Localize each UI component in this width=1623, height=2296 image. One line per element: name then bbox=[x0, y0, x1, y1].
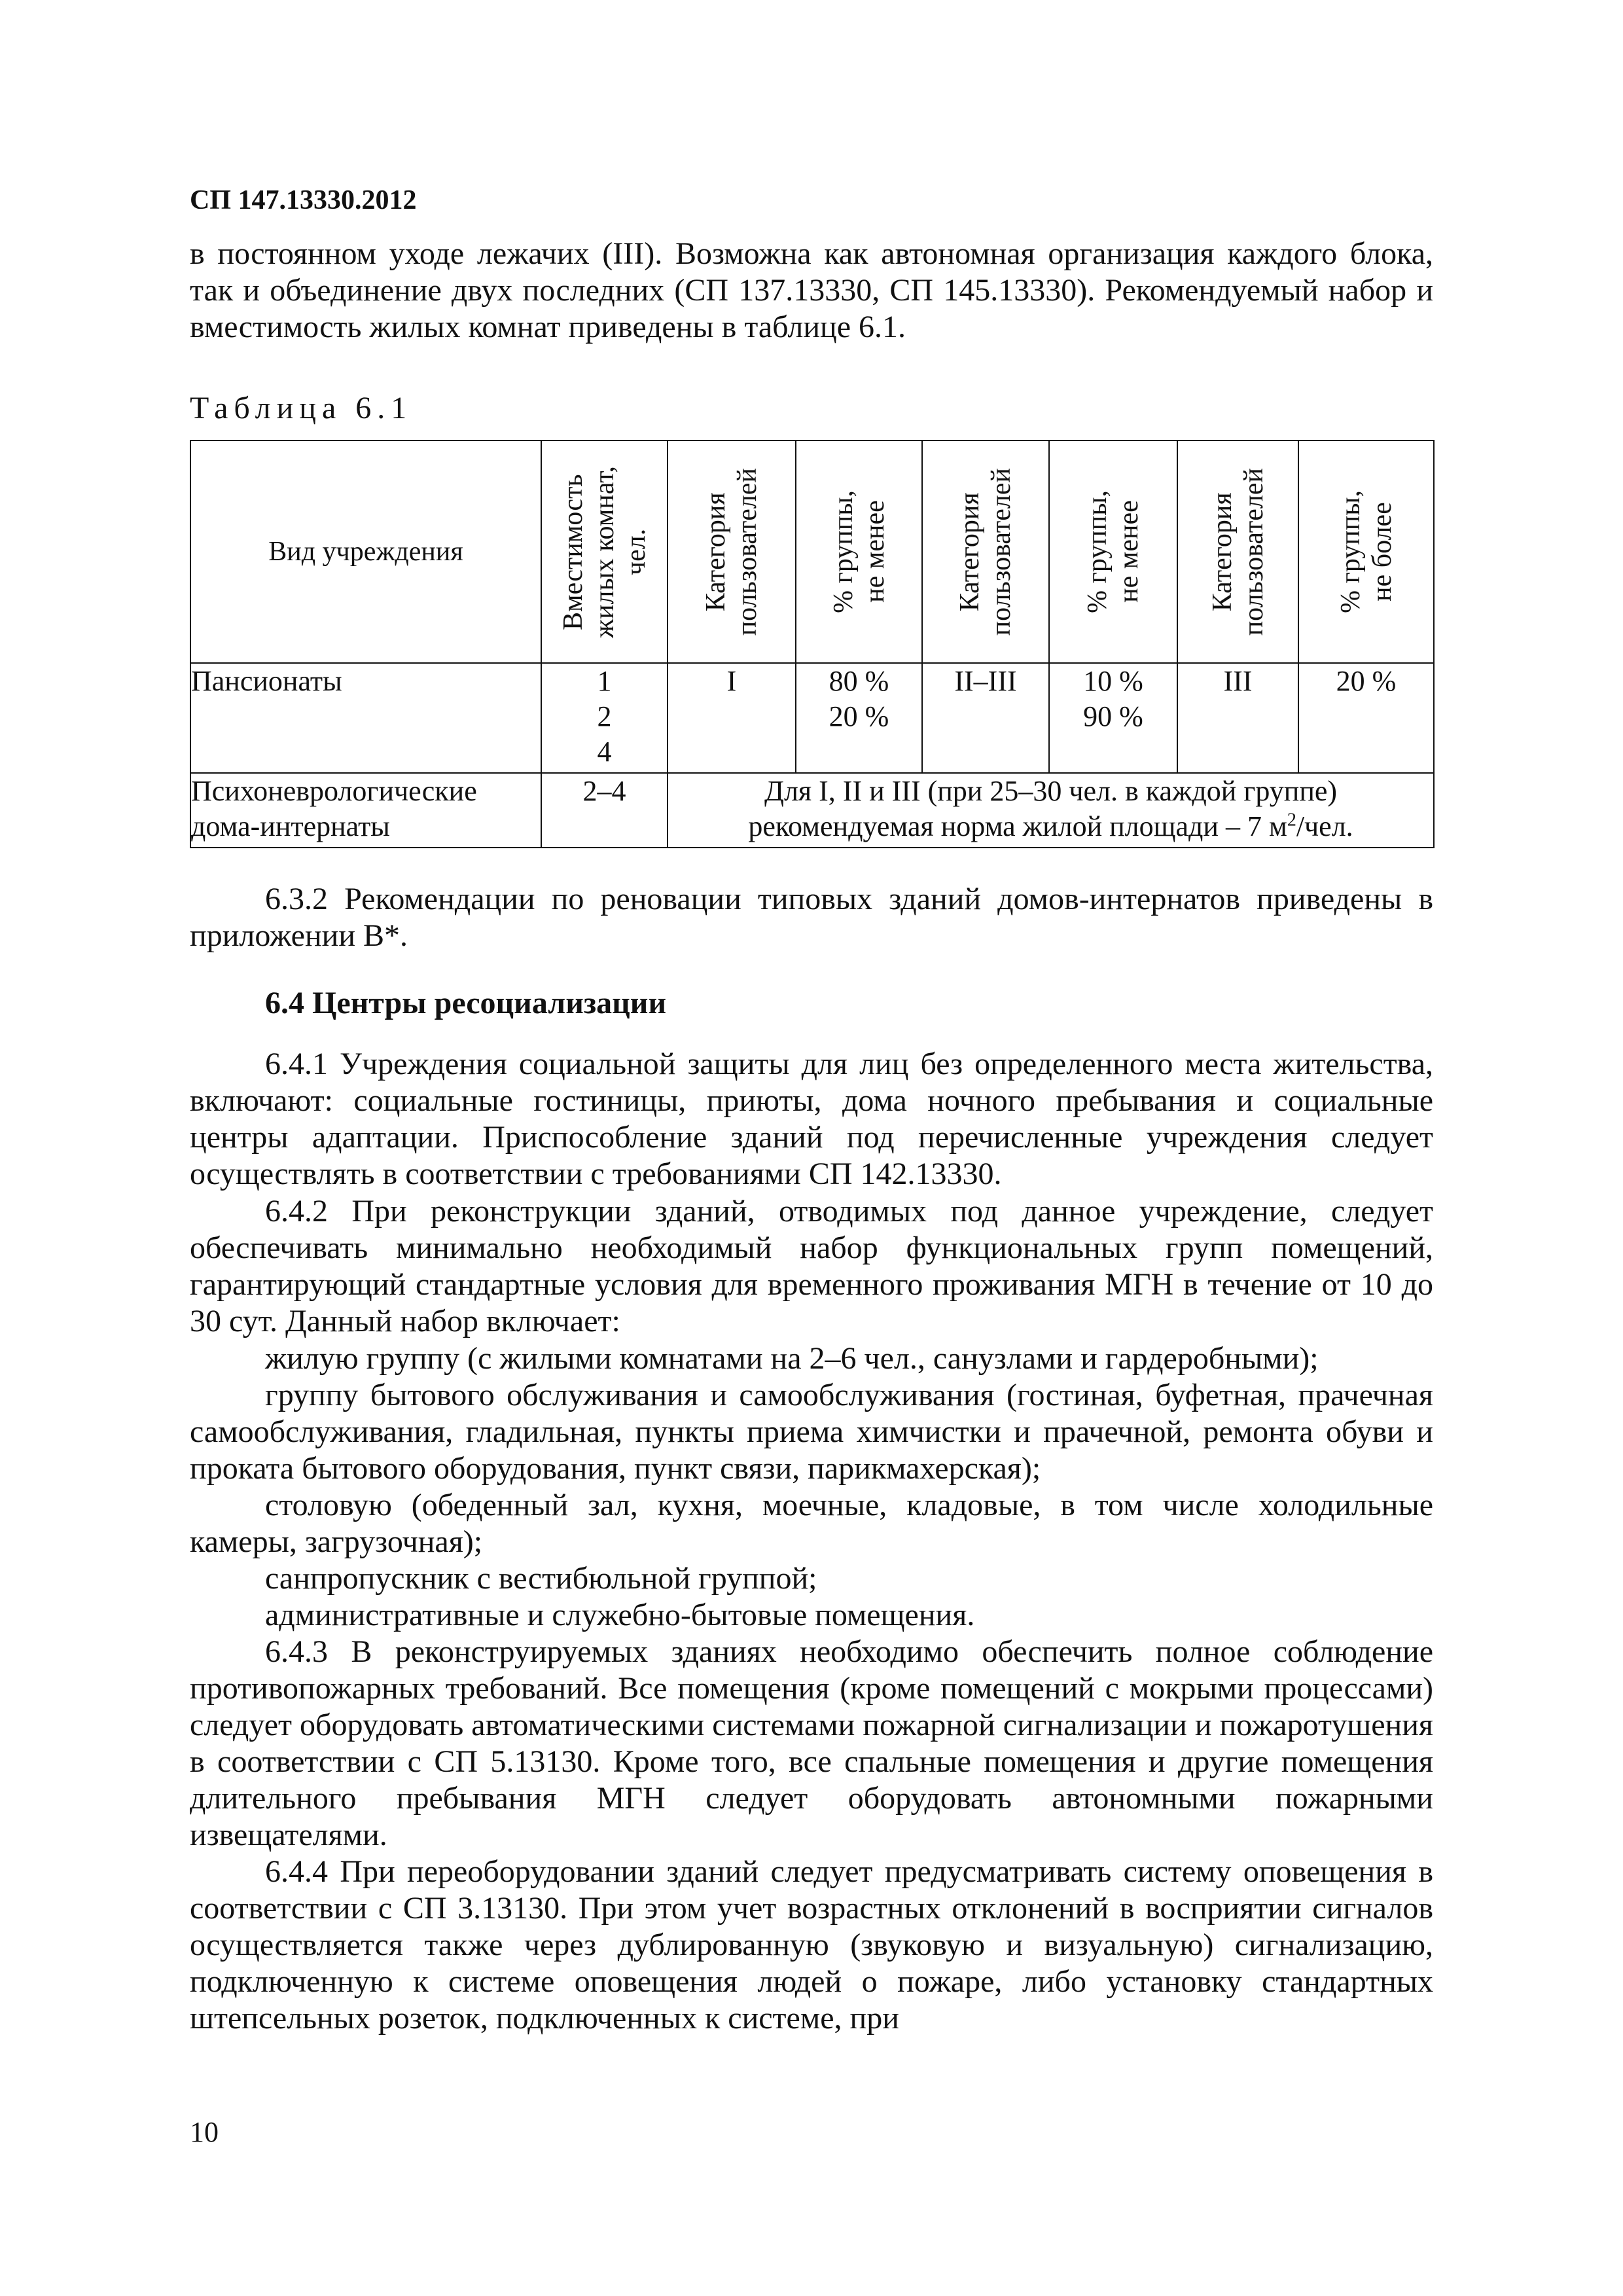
list-item: санпропускник с вестибюльной группой; bbox=[265, 1561, 817, 1596]
table-6-1 bbox=[190, 440, 1435, 848]
cell-percent-2: 10 % 90 % bbox=[1049, 663, 1177, 773]
header-percent-3: % группы, не более bbox=[1298, 440, 1434, 663]
cell-percent-3: 20 % bbox=[1298, 663, 1434, 773]
header-percent-2: % группы, не менее bbox=[1049, 440, 1177, 663]
list-item: столовую (обеденный зал, кухня, моечные, кладовые, в том числе холодильные камеры, загрузочная); bbox=[190, 1488, 1433, 1559]
header-capacity: Вместимость жилых комнат, чел. bbox=[541, 440, 668, 663]
cell-capacity: 2–4 bbox=[541, 773, 668, 848]
intro-paragraph: в постоянном уходе лежачих (III). Возможна как автономная организация каждого блока, так и объединение двух последних (СП 137.13330, СП 145.13330). Рекомендуемый набор и вместимость жилых комнат приведены в таблице 6.1. bbox=[190, 236, 1433, 344]
cell-category-1: I bbox=[668, 663, 796, 773]
paragraph-6-4-4: 6.4.4 При переоборудовании зданий следует предусматривать систему оповещения в соответствии с СП 3.13130. При этом учет возрастных отклонений в восприятии сигналов осуществляется также через дублированную (звуковую и визуальную) сигнализацию, подключенную к системе оповещения людей о пожаре, либо установку стандартных штепсельных розеток, подключенных к системе, при bbox=[190, 1854, 1433, 2036]
header-category-3: Категория пользователей bbox=[1177, 440, 1298, 663]
list-item: группу бытового обслуживания и самообслуживания (гостиная, буфетная, прачечная самообслуживания, гладильная, пункты приема химчистки и прачечной, ремонта обуви и проката бытового оборудования, пункт связи, парикмахерская); bbox=[190, 1378, 1433, 1486]
table-header-row bbox=[190, 440, 1434, 663]
table-row bbox=[190, 663, 1434, 773]
paragraph-6-4-2: 6.4.2 При реконструкции зданий, отводимых под данное учреждение, следует обеспечивать минимально необходимый набор функциональных групп помещений, гарантирующий стандартные условия для временного проживания МГН в течение от 10 до 30 сут. Данный набор включает: bbox=[190, 1194, 1433, 1338]
paragraph-6-4-3: 6.4.3 В реконструируемых зданиях необходимо обеспечить полное соблюдение противопожарных требований. Все помещения (кроме помещений с мокрыми процессами) следует оборудовать автоматическими системами пожарной сигнализации и пожаротушения в соответствии с СП 5.13130. Кроме того, все спальные помещения и другие помещения длительного пребывания МГН следует оборудовать автономными пожарными извещателями. bbox=[190, 1634, 1433, 1852]
cell-category-3: III bbox=[1177, 663, 1298, 773]
cell-merged-note: Для I, II и III (при 25–30 чел. в каждой группе) рекомендуемая норма жилой площади – 7 $м^2$/чел. bbox=[668, 773, 1434, 848]
cell-capacity: 1 2 4 bbox=[541, 663, 668, 773]
table-row bbox=[190, 773, 1434, 848]
header-category-2: Категория пользователей bbox=[922, 440, 1049, 663]
header-percent-1: % группы, не менее bbox=[796, 440, 922, 663]
list-item: жилую группу (с жилыми комнатами на 2–6 чел., санузлами и гардеробными); bbox=[265, 1341, 1319, 1376]
header-institution: Вид учреждения bbox=[190, 440, 541, 663]
list-item: административные и служебно-бытовые помещения. bbox=[265, 1598, 975, 1632]
cell-institution: Психоневрологические дома-интернаты bbox=[190, 773, 541, 848]
table-caption: Таблица 6.1 bbox=[190, 391, 413, 425]
paragraph-6-4-1: 6.4.1 Учреждения социальной защиты для лиц без определенного места жительства, включают: социальные гостиницы, приюты, дома ночного пребывания и социальные центры адаптации. Приспособление зданий под перечисленные учреждения следует осуществлять в соответствии с требованиями СП 142.13330. bbox=[190, 1047, 1433, 1191]
page-number: 10 bbox=[190, 2116, 219, 2148]
cell-institution: Пансионаты bbox=[190, 663, 541, 773]
paragraph-6-3-2: 6.3.2 Рекомендации по реновации типовых зданий домов-интернатов приведены в приложении В*. bbox=[190, 882, 1433, 953]
section-title-6-4: 6.4 Центры ресоциализации bbox=[265, 986, 667, 1020]
header-category-1: Категория пользователей bbox=[668, 440, 796, 663]
document-code: СП 147.13330.2012 bbox=[190, 185, 417, 215]
cell-percent-1: 80 % 20 % bbox=[796, 663, 922, 773]
cell-category-2: II–III bbox=[922, 663, 1049, 773]
